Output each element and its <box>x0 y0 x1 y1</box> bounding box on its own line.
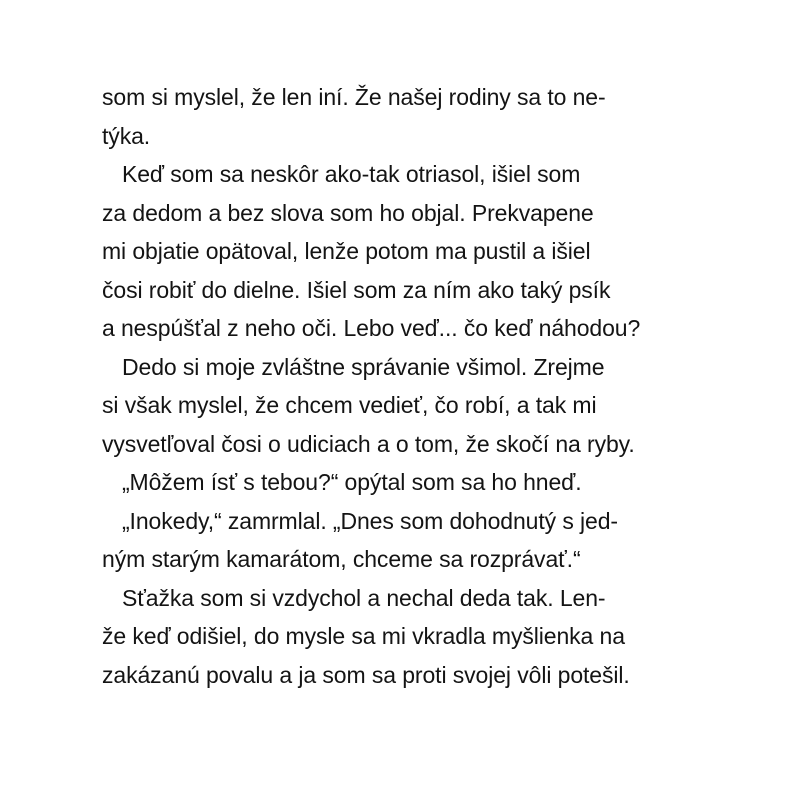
body-text <box>102 78 742 694</box>
text-line: si však myslel, že chcem vedieť, čo robí, a tak mi <box>102 392 597 418</box>
text-line: za dedom a bez slova som ho objal. Prekvapene <box>102 199 594 226</box>
text-line: Sťažka som si vzdychol a nechal deda tak. Len- <box>122 584 606 611</box>
text-line: ným starým kamarátom, chceme sa rozprávať.“ <box>102 546 581 572</box>
text-line: čosi robiť do dielne. Išiel som za ním ako taký psík <box>102 276 611 303</box>
text-line: „Inokedy,“ zamrmlal. „Dnes som dohodnutý s jed- <box>122 507 618 534</box>
text-line: týka. <box>102 122 151 149</box>
text-line: že keď odišiel, do mysle sa mi vkradla myšlienka na <box>102 623 625 649</box>
text-line: vysvetľoval čosi o udiciach a o tom, že skočí na ryby. <box>102 430 635 457</box>
text-line: Keď som sa neskôr ako-tak otriasol, išiel som <box>122 161 581 187</box>
text-line: a nespúšťal z neho oči. Lebo veď... čo keď náhodou? <box>102 315 641 341</box>
text-line: mi objatie opätoval, lenže potom ma pustil a išiel <box>102 238 591 264</box>
text-line: som si myslel, že len iní. Že našej rodiny sa to ne- <box>102 84 606 110</box>
text-line: „Môžem ísť s tebou?“ opýtal som sa ho hneď. <box>122 469 582 495</box>
text-line: Dedo si moje zvláštne správanie všimol. Zrejme <box>122 353 605 380</box>
text-line: zakázanú povalu a ja som sa proti svojej vôli potešil. <box>102 661 630 688</box>
